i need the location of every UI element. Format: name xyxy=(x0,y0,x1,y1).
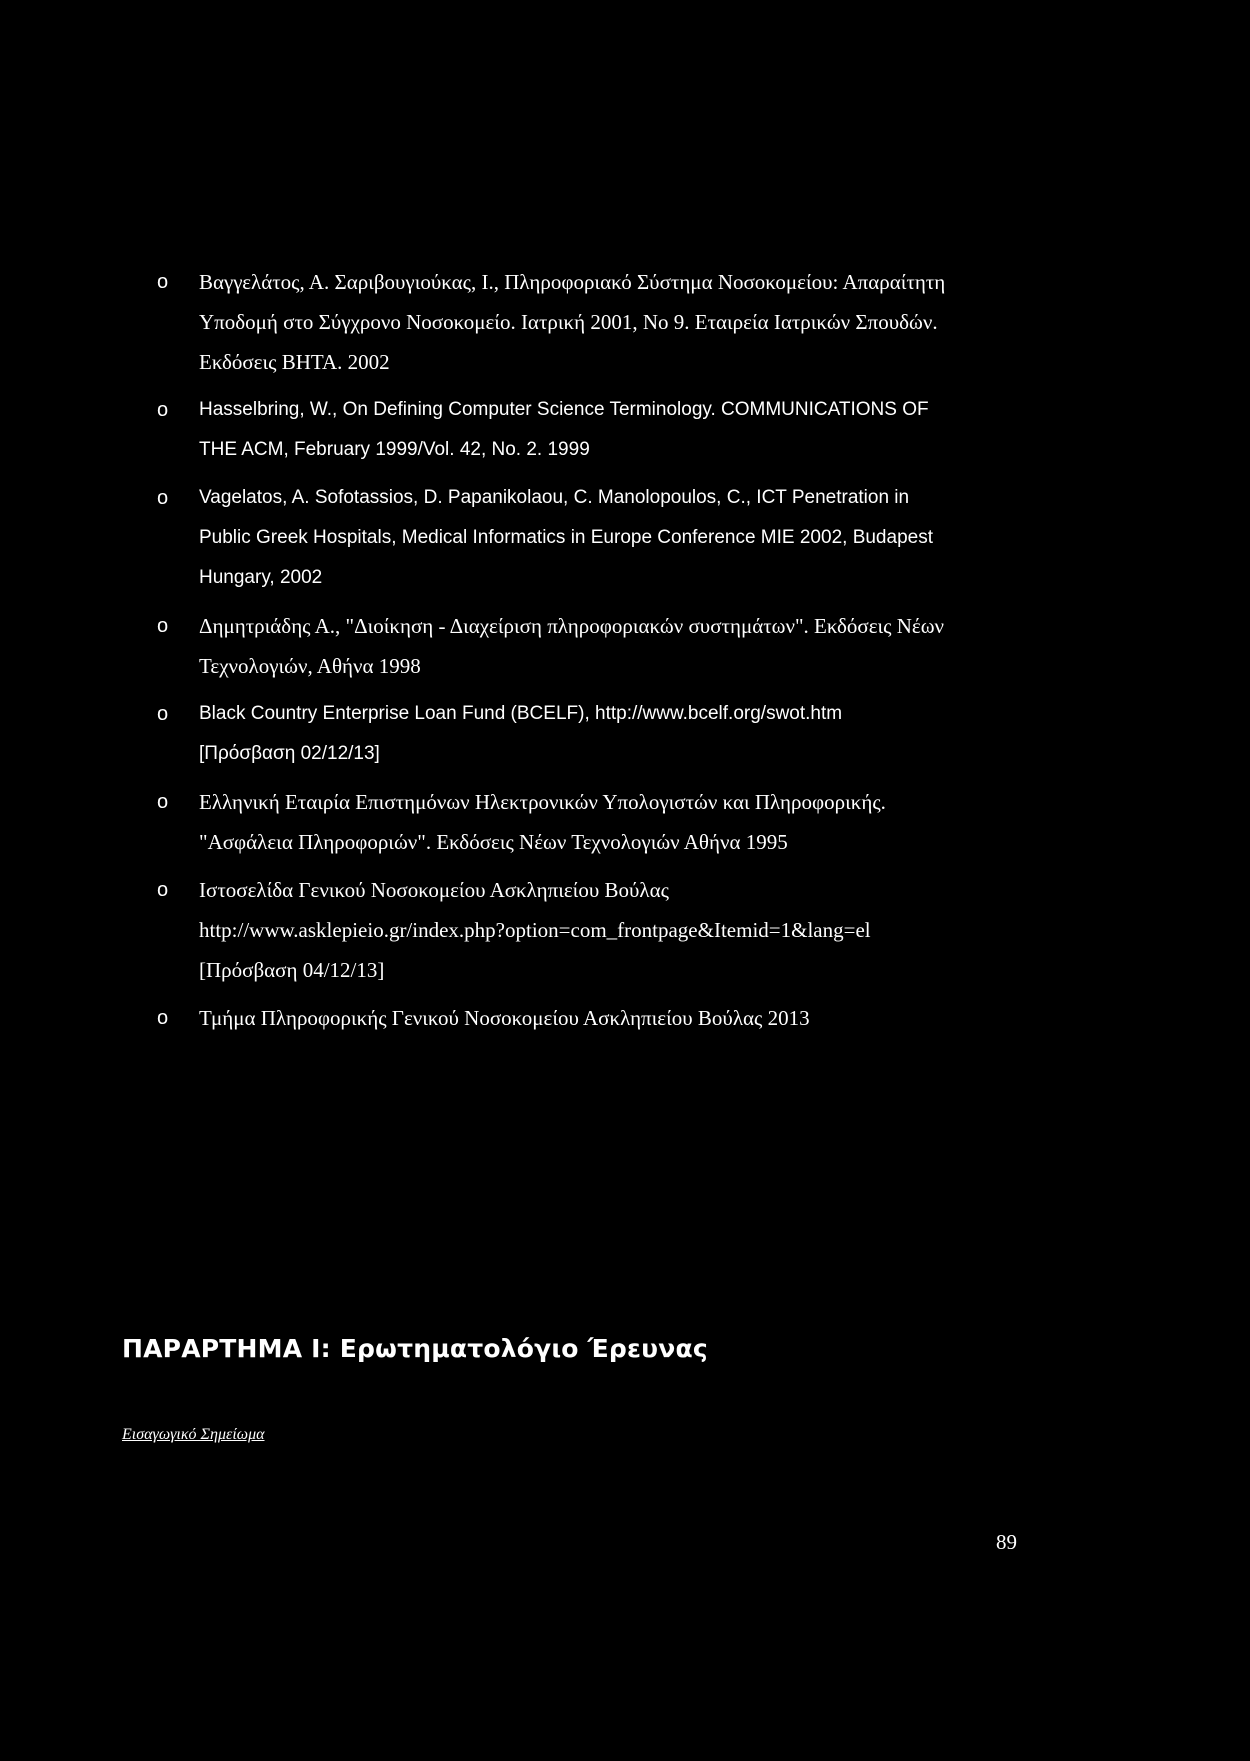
reference-item xyxy=(157,606,1029,686)
references-list xyxy=(157,262,1029,1046)
page-number: 89 xyxy=(996,1530,1017,1554)
reference-item xyxy=(157,694,1029,774)
reference-item xyxy=(157,390,1029,470)
reference-line: Εκδόσεις ΒΗΤΑ. 2002 xyxy=(199,350,390,374)
reference-line: http://www.asklepieio.gr/index.php?option=com_frontpage&Itemid=1&lang=el xyxy=(199,918,871,942)
reference-line: Ιστοσελίδα Γενικού Νοσοκομείου Ασκληπιείου Βούλας xyxy=(199,878,669,902)
reference-line: [Πρόσβαση 02/12/13] xyxy=(199,743,380,764)
reference-line: Hungary, 2002 xyxy=(199,567,323,588)
intro-note-link[interactable]: Εισαγωγικό Σημείωμα xyxy=(122,1426,265,1443)
bullet-icon: o xyxy=(157,615,169,637)
reference-line: Τεχνολογιών, Αθήνα 1998 xyxy=(199,654,421,678)
appendix-title: ΠΑΡΑΡΤΗΜΑ Ι: Ερωτηματολόγιο Έρευνας xyxy=(122,1334,708,1363)
reference-line: Black Country Enterprise Loan Fund (BCELF), http://www.bcelf.org/swot.htm xyxy=(199,703,843,724)
bullet-icon: o xyxy=(157,703,169,725)
reference-item xyxy=(157,262,1029,382)
reference-line: THE ACM, February 1999/Vol. 42, No. 2. 1999 xyxy=(199,439,590,460)
bullet-icon: o xyxy=(157,1007,169,1029)
reference-line: Βαγγελάτος, Α. Σαριβουγιούκας, Ι., Πληροφοριακό Σύστημα Νοσοκομείου: Απαραίτητη xyxy=(199,270,946,294)
bullet-icon: o xyxy=(157,399,169,421)
bullet-icon: o xyxy=(157,879,169,901)
reference-item xyxy=(157,870,1029,990)
reference-line: Hasselbring, W., On Defining Computer Science Terminology. COMMUNICATIONS OF xyxy=(199,399,929,420)
reference-line: Ελληνική Εταιρία Επιστημόνων Ηλεκτρονικών Υπολογιστών και Πληροφορικής. xyxy=(199,790,886,814)
reference-line: Τμήμα Πληροφορικής Γενικού Νοσοκομείου Ασκληπιείου Βούλας 2013 xyxy=(199,1006,810,1030)
reference-line: "Ασφάλεια Πληροφοριών". Εκδόσεις Νέων Τεχνολογιών Αθήνα 1995 xyxy=(199,830,788,854)
reference-item xyxy=(157,478,1029,598)
bullet-icon: o xyxy=(157,271,169,293)
reference-line: Vagelatos, A. Sofotassios, D. Papanikolaou, C. Manolopoulos, C., ICT Penetration in xyxy=(199,487,910,508)
reference-line: Υποδομή στο Σύγχρονο Νοσοκομείο. Ιατρική 2001, Νο 9. Εταιρεία Ιατρικών Σπουδών. xyxy=(199,310,938,334)
reference-item xyxy=(157,998,1029,1038)
reference-line: [Πρόσβαση 04/12/13] xyxy=(199,958,385,982)
reference-item xyxy=(157,782,1029,862)
reference-line: Δημητριάδης Α., "Διοίκηση - Διαχείριση πληροφοριακών συστημάτων". Εκδόσεις Νέων xyxy=(199,614,945,638)
bullet-icon: o xyxy=(157,791,169,813)
bullet-icon: o xyxy=(157,487,169,509)
reference-line: Public Greek Hospitals, Medical Informatics in Europe Conference MIE 2002, Budapest xyxy=(199,527,933,548)
